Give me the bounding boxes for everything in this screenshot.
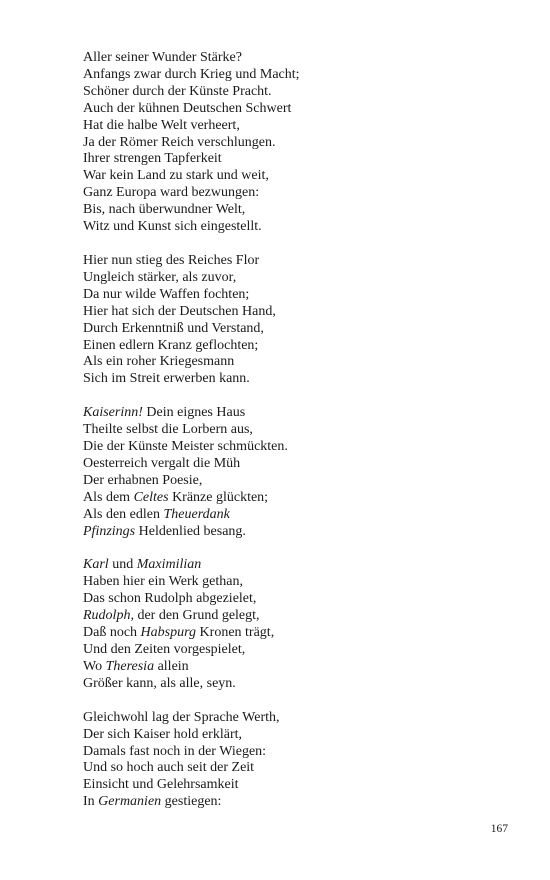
poem-line <box>83 642 523 659</box>
text-segment: Daß noch <box>83 625 141 641</box>
poem-page <box>83 50 523 828</box>
poem-line <box>83 439 523 456</box>
poem-line <box>83 270 523 287</box>
italic-text: Theresia <box>105 658 155 674</box>
poem-line <box>83 777 523 794</box>
poem-line <box>83 625 523 642</box>
poem-line <box>83 67 523 84</box>
poem-line <box>83 287 523 304</box>
italic-text: Kaiserinn! <box>83 405 143 421</box>
text-segment: Theilte selbst die Lorbern aus, <box>83 422 253 438</box>
text-segment: Ganz Europa ward bezwungen: <box>83 185 260 201</box>
poem-line <box>83 321 523 338</box>
text-segment: Die der Künste Meister schmückten. <box>83 439 288 455</box>
poem-line <box>83 676 523 693</box>
text-segment: Haben hier ein Werk gethan, <box>83 574 243 590</box>
italic-text: Rudolph, <box>83 608 134 624</box>
italic-text: Habspurg <box>140 625 197 641</box>
text-segment: gestiegen: <box>161 794 222 810</box>
text-segment: War kein Land zu stark und weit, <box>83 168 269 184</box>
text-segment: Damals fast noch in der Wiegen: <box>83 743 267 759</box>
text-segment: Ungleich stärker, als zuvor, <box>83 269 237 285</box>
poem-line <box>83 50 523 67</box>
text-segment: Als dem <box>83 489 134 505</box>
text-segment: Gleichwohl lag der Sprache Werth, <box>83 709 280 725</box>
text-segment: Hier hat sich der Deutschen Hand, <box>83 303 276 319</box>
poem-line <box>83 574 523 591</box>
poem-line <box>83 473 523 490</box>
poem-line <box>83 304 523 321</box>
stanza <box>83 405 523 540</box>
text-segment: Größer kann, als alle, seyn. <box>83 675 236 691</box>
poem-line <box>83 710 523 727</box>
poem-line <box>83 744 523 761</box>
poem-line <box>83 608 523 625</box>
italic-text: Karl <box>83 557 109 573</box>
stanza <box>83 253 523 388</box>
text-segment: Einen edlern Kranz geflochten; <box>83 337 259 353</box>
page-number: 167 <box>490 823 508 835</box>
text-segment: Und den Zeiten vorgespielet, <box>83 642 246 657</box>
poem-line <box>83 405 523 422</box>
poem-line <box>83 202 523 219</box>
stanza <box>83 710 523 811</box>
italic-text: Theuerdank <box>163 506 230 522</box>
poem-line <box>83 490 523 507</box>
text-segment: Anfangs zwar durch Krieg und Macht; <box>83 66 300 82</box>
text-segment: Kronen trägt, <box>196 625 275 641</box>
poem-line <box>83 135 523 152</box>
text-segment: Einsicht und Gelehrsamkeit <box>83 777 239 793</box>
italic-text: Germanien <box>98 794 162 810</box>
text-segment: Bis, nach überwundner Welt, <box>83 202 246 218</box>
poem-line <box>83 591 523 608</box>
text-segment: Und so hoch auch seit der Zeit <box>83 760 255 776</box>
poem-line <box>83 354 523 371</box>
text-segment: Sich im Streit erwerben kann. <box>83 371 250 387</box>
poem-line <box>83 659 523 676</box>
poem-line <box>83 338 523 355</box>
poem-line <box>83 101 523 118</box>
text-segment: Witz und Kunst sich eingestellt. <box>83 219 262 235</box>
poem-line <box>83 219 523 236</box>
poem-line <box>83 151 523 168</box>
poem-line <box>83 794 523 811</box>
poem-line <box>83 557 523 574</box>
text-segment: Ja der Römer Reich verschlungen. <box>83 134 276 150</box>
poem-line <box>83 371 523 388</box>
text-segment: In <box>83 794 99 810</box>
text-segment: Ihrer strengen Tapferkeit <box>83 151 222 167</box>
text-segment: Heldenlied besang. <box>135 523 246 539</box>
text-segment: Kränze glückten; <box>168 489 269 505</box>
stanza <box>83 50 523 236</box>
text-segment: Hat die halbe Welt verheert, <box>83 117 240 133</box>
text-segment: Das schon Rudolph abgezielet, <box>83 591 257 607</box>
text-segment: allein <box>154 658 189 674</box>
poem-line <box>83 253 523 270</box>
italic-text: Pfinzings <box>83 523 136 539</box>
text-segment: Hier nun stieg des Reiches Flor <box>83 252 260 268</box>
poem-line <box>83 118 523 135</box>
poem-line <box>83 727 523 744</box>
text-segment: Auch der kühnen Deutschen Schwert <box>83 100 292 116</box>
text-segment: Da nur wilde Waffen fochten; <box>83 286 250 302</box>
text-segment: Durch Erkenntniß und Verstand, <box>83 320 264 336</box>
text-segment: der den Grund gelegt, <box>133 608 260 624</box>
italic-text: Maximilian <box>136 557 202 573</box>
text-segment: Wo <box>83 658 106 674</box>
poem-line <box>83 760 523 777</box>
text-segment: Als den edlen <box>83 506 164 522</box>
text-segment: Der erhabnen Poesie, <box>83 472 203 488</box>
text-segment: Schöner durch der Künste Pracht. <box>83 83 272 99</box>
poem-line <box>83 84 523 101</box>
italic-text: Celtes <box>133 489 169 505</box>
text-segment: Oesterreich vergalt die Müh <box>83 455 241 471</box>
stanza <box>83 557 523 692</box>
poem-line <box>83 507 523 524</box>
text-segment: Der sich Kaiser hold erklärt, <box>83 726 242 742</box>
text-segment: Aller seiner Wunder Stärke? <box>83 50 242 65</box>
text-segment: Als ein roher Kriegesmann <box>83 354 235 370</box>
poem-line <box>83 524 523 541</box>
poem-line <box>83 422 523 439</box>
poem-line <box>83 456 523 473</box>
text-segment: Dein eignes Haus <box>142 405 246 421</box>
poem-line <box>83 185 523 202</box>
poem-line <box>83 168 523 185</box>
text-segment: und <box>108 557 137 573</box>
